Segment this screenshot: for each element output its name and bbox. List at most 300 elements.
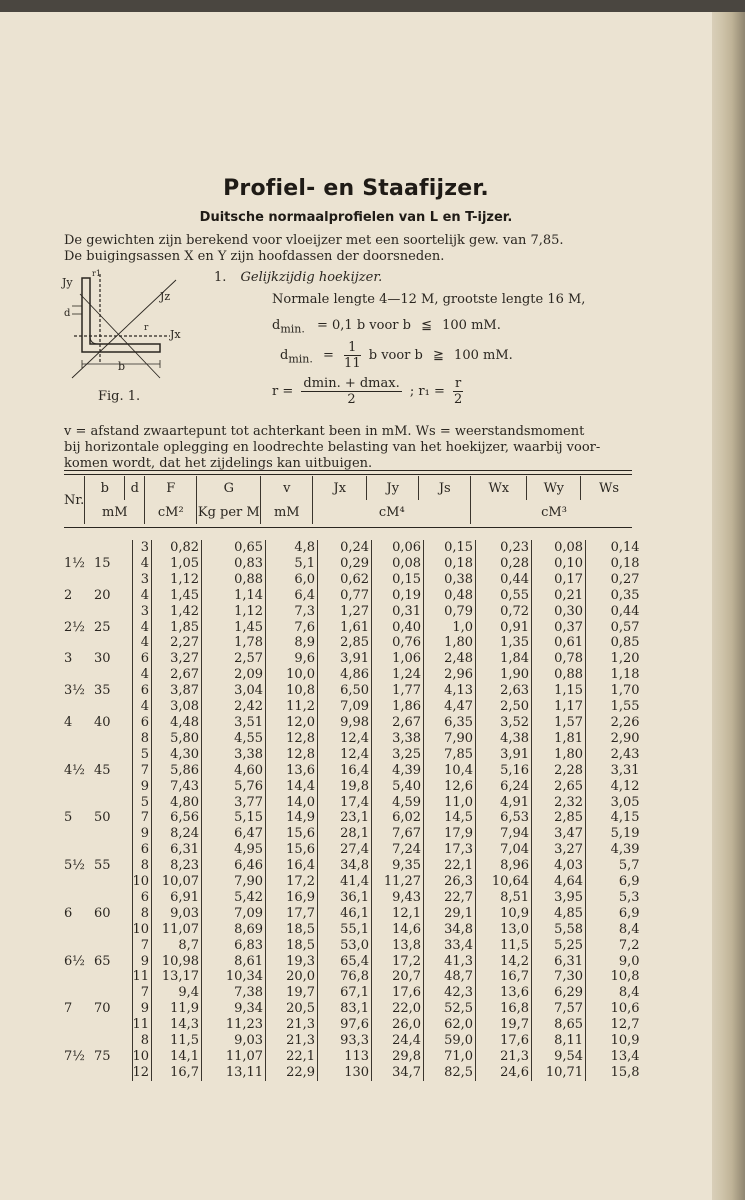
cell-d: 7 bbox=[132, 763, 152, 779]
header-G: G bbox=[197, 476, 261, 500]
cell-d: 4 bbox=[132, 620, 152, 636]
cell-b bbox=[94, 604, 132, 620]
cell-Ws: 0,35 bbox=[586, 588, 642, 604]
cell-Wy: 2,28 bbox=[532, 763, 586, 779]
cell-d: 8 bbox=[132, 858, 152, 874]
cell-Ws: 3,31 bbox=[586, 763, 642, 779]
cell-nr: 2½ bbox=[64, 619, 85, 635]
cell-Jy: 17,6 bbox=[372, 985, 424, 1001]
cell-v: 14,9 bbox=[266, 810, 318, 826]
cell-v: 21,3 bbox=[266, 1017, 318, 1033]
cell-Wy: 7,30 bbox=[532, 969, 586, 985]
cell-v: 18,5 bbox=[266, 938, 318, 954]
cell-Jy: 7,67 bbox=[372, 826, 424, 842]
table-row bbox=[64, 922, 642, 938]
cell-nr: 5 bbox=[64, 810, 73, 826]
cell-v: 15,6 bbox=[266, 826, 318, 842]
f3-num: dmin. + dmax. bbox=[303, 376, 400, 391]
cell-Jy: 20,7 bbox=[372, 969, 424, 985]
cell-Jx: 36,1 bbox=[318, 890, 372, 906]
header-d: d bbox=[125, 476, 145, 500]
cell-Js: 22,7 bbox=[424, 890, 476, 906]
cell-Wy: 0,08 bbox=[532, 540, 586, 556]
angle-profile-figure bbox=[60, 266, 190, 390]
cell-d: 7 bbox=[132, 985, 152, 1001]
cell-Wy: 3,95 bbox=[532, 890, 586, 906]
cell-G: 6,83 bbox=[202, 938, 266, 954]
cell-G: 1,78 bbox=[202, 635, 266, 651]
cell-nr bbox=[64, 826, 94, 842]
cell-Wy: 5,58 bbox=[532, 922, 586, 938]
intro-line-1: De gewichten zijn berekend voor vloeijzer met een soortelijk gew. van 7,85. bbox=[64, 233, 564, 248]
table-row bbox=[64, 588, 642, 604]
cell-nr: 3½ bbox=[64, 683, 85, 699]
cell-Jy: 4,59 bbox=[372, 795, 424, 811]
cell-v: 11,2 bbox=[266, 699, 318, 715]
cell-F: 1,12 bbox=[152, 572, 202, 588]
note-line-1: v = afstand zwaartepunt tot achterkant been in mM. Ws = weerstandsmoment bbox=[64, 424, 585, 439]
definitions-note bbox=[64, 424, 644, 472]
cell-Wx: 3,91 bbox=[476, 747, 532, 763]
cell-d: 8 bbox=[132, 731, 152, 747]
cell-Jx: 27,4 bbox=[318, 842, 372, 858]
header-v: v bbox=[261, 476, 313, 500]
cell-Jy: 22,0 bbox=[372, 1001, 424, 1017]
unit-bd: mM bbox=[85, 500, 145, 524]
section-number: 1. bbox=[214, 270, 227, 285]
cell-Wy: 3,27 bbox=[532, 842, 586, 858]
f1-sub: min. bbox=[280, 322, 305, 336]
cell-b bbox=[94, 667, 132, 683]
cell-v: 6,4 bbox=[266, 588, 318, 604]
cell-G: 9,34 bbox=[202, 1001, 266, 1017]
cell-G: 11,23 bbox=[202, 1017, 266, 1033]
cell-G: 2,57 bbox=[202, 651, 266, 667]
cell-Js: 7,85 bbox=[424, 747, 476, 763]
page-subtitle: Duitsche normaalprofielen van L en T-ijzer. bbox=[199, 210, 513, 225]
cell-nr: 7½ bbox=[64, 1049, 85, 1064]
cell-v: 10,0 bbox=[266, 667, 318, 683]
cell-d: 3 bbox=[132, 572, 152, 588]
table-row bbox=[64, 810, 642, 826]
cell-b bbox=[94, 890, 132, 906]
note-line-2: bij horizontale oplegging en loodrechte belasting van het hoekijzer, waarbij voor- bbox=[64, 440, 601, 455]
cell-F: 6,91 bbox=[152, 890, 202, 906]
cell-F: 0,82 bbox=[152, 540, 202, 556]
cell-Wx: 13,6 bbox=[476, 985, 532, 1001]
cell-F: 9,03 bbox=[152, 906, 202, 922]
cell-Jx: 1,27 bbox=[318, 604, 372, 620]
cell-Ws: 9,0 bbox=[586, 954, 642, 970]
cell-Wx: 2,50 bbox=[476, 699, 532, 715]
cell-d: 8 bbox=[132, 906, 152, 922]
cell-F: 14,3 bbox=[152, 1017, 202, 1033]
cell-b bbox=[94, 826, 132, 842]
cell-d: 7 bbox=[132, 810, 152, 826]
cell-G: 3,38 bbox=[202, 747, 266, 763]
cell-Wx: 16,7 bbox=[476, 969, 532, 985]
cell-Wx: 8,51 bbox=[476, 890, 532, 906]
cell-F: 7,43 bbox=[152, 779, 202, 795]
cell-Wx: 1,35 bbox=[476, 635, 532, 651]
cell-nr: 2 bbox=[64, 587, 73, 603]
cell-nr: 4½ bbox=[64, 762, 85, 778]
cell-Wy: 2,65 bbox=[532, 779, 586, 795]
cell-Wx: 1,90 bbox=[476, 667, 532, 683]
cell-d: 10 bbox=[132, 922, 152, 938]
cell-nr bbox=[64, 890, 94, 906]
f2-sub: min. bbox=[288, 352, 313, 366]
cell-Ws: 4,39 bbox=[586, 842, 642, 858]
cell-d: 4 bbox=[132, 588, 152, 604]
cell-Ws: 15,8 bbox=[586, 1065, 642, 1081]
cell-Wx: 19,7 bbox=[476, 1017, 532, 1033]
cell-v: 17,2 bbox=[266, 874, 318, 890]
cell-Jx: 67,1 bbox=[318, 985, 372, 1001]
unit-v: mM bbox=[261, 500, 313, 524]
cell-Js: 1,0 bbox=[424, 620, 476, 636]
header-Js: Js bbox=[419, 476, 471, 500]
cell-Wx: 24,6 bbox=[476, 1065, 532, 1081]
cell-v: 13,6 bbox=[266, 763, 318, 779]
cell-Wy: 4,03 bbox=[532, 858, 586, 874]
cell-d: 4 bbox=[132, 635, 152, 651]
fig-label-r: r bbox=[144, 323, 149, 333]
cell-b bbox=[94, 1065, 132, 1081]
cell-Js: 4,47 bbox=[424, 699, 476, 715]
cell-Wx: 10,9 bbox=[476, 906, 532, 922]
table-row bbox=[64, 1033, 642, 1049]
cell-Jx: 34,8 bbox=[318, 858, 372, 874]
cell-G: 5,42 bbox=[202, 890, 266, 906]
cell-d: 6 bbox=[132, 842, 152, 858]
cell-b bbox=[94, 985, 132, 1001]
table-row bbox=[64, 1049, 642, 1065]
cell-Jy: 9,43 bbox=[372, 890, 424, 906]
cell-Jx: 0,24 bbox=[318, 540, 372, 556]
f3-lhs: r = bbox=[272, 384, 294, 399]
cell-b: 55 bbox=[94, 858, 111, 874]
f1-tail: 100 mM. bbox=[442, 318, 501, 333]
cell-Jx: 83,1 bbox=[318, 1001, 372, 1017]
cell-Ws: 4,12 bbox=[586, 779, 642, 795]
cell-Jy: 0,08 bbox=[372, 556, 424, 572]
table-row bbox=[64, 1065, 642, 1081]
cell-Js: 0,38 bbox=[424, 572, 476, 588]
cell-Ws: 5,3 bbox=[586, 890, 642, 906]
cell-v: 4,8 bbox=[266, 540, 318, 556]
table-row bbox=[64, 540, 642, 556]
table-top-rule-2 bbox=[64, 474, 632, 475]
fig-label-jy: Jy bbox=[62, 276, 73, 289]
cell-Jx: 4,86 bbox=[318, 667, 372, 683]
cell-F: 8,24 bbox=[152, 826, 202, 842]
cell-F: 10,07 bbox=[152, 874, 202, 890]
cell-Jy: 3,25 bbox=[372, 747, 424, 763]
cell-Wy: 0,88 bbox=[532, 667, 586, 683]
cell-Js: 82,5 bbox=[424, 1065, 476, 1081]
cell-Wx: 8,96 bbox=[476, 858, 532, 874]
cell-Js: 33,4 bbox=[424, 938, 476, 954]
table-row bbox=[64, 906, 642, 922]
cell-G: 1,12 bbox=[202, 604, 266, 620]
cell-Ws: 1,70 bbox=[586, 683, 642, 699]
f2-rel: ≧ bbox=[433, 348, 444, 363]
cell-Ws: 1,18 bbox=[586, 667, 642, 683]
cell-nr: 5½ bbox=[64, 858, 85, 874]
cell-Jy: 26,0 bbox=[372, 1017, 424, 1033]
cell-G: 10,34 bbox=[202, 969, 266, 985]
cell-F: 11,07 bbox=[152, 922, 202, 938]
cell-Js: 52,5 bbox=[424, 1001, 476, 1017]
cell-Jx: 55,1 bbox=[318, 922, 372, 938]
cell-Jy: 0,76 bbox=[372, 635, 424, 651]
cell-Wy: 2,85 bbox=[532, 810, 586, 826]
cell-Js: 2,96 bbox=[424, 667, 476, 683]
cell-Ws: 0,27 bbox=[586, 572, 642, 588]
cell-nr bbox=[64, 985, 94, 1001]
cell-d: 9 bbox=[132, 826, 152, 842]
cell-G: 8,69 bbox=[202, 922, 266, 938]
fig-label-b: b bbox=[118, 360, 126, 373]
cell-nr bbox=[64, 922, 94, 938]
cell-F: 1,45 bbox=[152, 588, 202, 604]
cell-F: 6,31 bbox=[152, 842, 202, 858]
cell-Wx: 5,16 bbox=[476, 763, 532, 779]
cell-F: 6,56 bbox=[152, 810, 202, 826]
cell-nr bbox=[64, 842, 94, 858]
cell-Ws: 0,14 bbox=[586, 540, 642, 556]
cell-b bbox=[94, 699, 132, 715]
cell-Jx: 19,8 bbox=[318, 779, 372, 795]
cell-nr: 6 bbox=[64, 905, 73, 921]
cell-d: 9 bbox=[132, 954, 152, 970]
cell-d: 10 bbox=[132, 1049, 152, 1065]
cell-Js: 11,0 bbox=[424, 795, 476, 811]
cell-v: 10,8 bbox=[266, 683, 318, 699]
cell-G: 2,42 bbox=[202, 699, 266, 715]
cell-F: 3,87 bbox=[152, 683, 202, 699]
cell-Wy: 4,85 bbox=[532, 906, 586, 922]
cell-F: 1,05 bbox=[152, 556, 202, 572]
cell-Ws: 2,43 bbox=[586, 747, 642, 763]
cell-b bbox=[94, 1017, 132, 1033]
cell-Jy: 0,06 bbox=[372, 540, 424, 556]
cell-b bbox=[94, 747, 132, 763]
fig-label-jx: Jx bbox=[170, 328, 181, 341]
cell-nr: 6½ bbox=[64, 953, 85, 969]
cell-Ws: 6,9 bbox=[586, 874, 642, 890]
cell-Jx: 113 bbox=[318, 1049, 372, 1065]
cell-d: 6 bbox=[132, 890, 152, 906]
cell-Ws: 0,57 bbox=[586, 620, 642, 636]
cell-Wx: 4,38 bbox=[476, 731, 532, 747]
table-row bbox=[64, 938, 642, 954]
table-row bbox=[64, 826, 642, 842]
cell-Jy: 1,24 bbox=[372, 667, 424, 683]
cell-Wx: 0,55 bbox=[476, 588, 532, 604]
cell-Wx: 0,72 bbox=[476, 604, 532, 620]
f2-rhs: b voor b bbox=[368, 348, 423, 363]
table-row bbox=[64, 572, 642, 588]
cell-Jx: 23,1 bbox=[318, 810, 372, 826]
cell-Wy: 8,11 bbox=[532, 1033, 586, 1049]
cell-Js: 0,18 bbox=[424, 556, 476, 572]
cell-v: 19,3 bbox=[266, 954, 318, 970]
cell-b: 50 bbox=[94, 810, 111, 826]
cell-v: 22,9 bbox=[266, 1065, 318, 1081]
cell-Wy: 6,29 bbox=[532, 985, 586, 1001]
cell-Ws: 5,19 bbox=[586, 826, 642, 842]
cell-nr bbox=[64, 969, 94, 985]
cell-Wx: 21,3 bbox=[476, 1049, 532, 1065]
cell-Wy: 0,21 bbox=[532, 588, 586, 604]
fig-label-d: d bbox=[64, 308, 71, 319]
cell-b bbox=[94, 779, 132, 795]
cell-v: 7,3 bbox=[266, 604, 318, 620]
cell-d: 6 bbox=[132, 651, 152, 667]
cell-G: 3,51 bbox=[202, 715, 266, 731]
cell-Ws: 7,2 bbox=[586, 938, 642, 954]
table-row bbox=[64, 731, 642, 747]
cell-Jy: 29,8 bbox=[372, 1049, 424, 1065]
cell-Ws: 1,20 bbox=[586, 651, 642, 667]
f2-tail: 100 mM. bbox=[454, 348, 513, 363]
cell-Jx: 0,77 bbox=[318, 588, 372, 604]
cell-F: 1,42 bbox=[152, 604, 202, 620]
cell-nr: 3 bbox=[64, 651, 73, 667]
formula-dmin-2 bbox=[280, 340, 513, 371]
cell-F: 11,5 bbox=[152, 1033, 202, 1049]
cell-G: 7,09 bbox=[202, 906, 266, 922]
cell-F: 5,80 bbox=[152, 731, 202, 747]
cell-Jy: 5,40 bbox=[372, 779, 424, 795]
cell-nr bbox=[64, 938, 94, 954]
cell-Js: 0,15 bbox=[424, 540, 476, 556]
cell-Wy: 0,17 bbox=[532, 572, 586, 588]
cell-Wy: 10,71 bbox=[532, 1065, 586, 1081]
cell-nr bbox=[64, 779, 94, 795]
cell-Wy: 0,78 bbox=[532, 651, 586, 667]
table-row bbox=[64, 620, 642, 636]
intro-text bbox=[64, 232, 644, 266]
cell-Wy: 3,47 bbox=[532, 826, 586, 842]
cell-G: 3,04 bbox=[202, 683, 266, 699]
cell-d: 8 bbox=[132, 1033, 152, 1049]
cell-Wx: 10,64 bbox=[476, 874, 532, 890]
cell-Ws: 4,15 bbox=[586, 810, 642, 826]
table-header-rule bbox=[64, 527, 632, 528]
table-row bbox=[64, 842, 642, 858]
cell-G: 5,76 bbox=[202, 779, 266, 795]
f3-den2: 2 bbox=[453, 392, 463, 407]
cell-Jy: 24,4 bbox=[372, 1033, 424, 1049]
cell-Jy: 14,6 bbox=[372, 922, 424, 938]
cell-Ws: 13,4 bbox=[586, 1049, 642, 1065]
cell-nr bbox=[64, 747, 94, 763]
page-title: Profiel- en Staafijzer. bbox=[223, 176, 489, 201]
f2-eq: = bbox=[323, 348, 334, 363]
cell-nr bbox=[64, 667, 94, 683]
cell-Jx: 0,62 bbox=[318, 572, 372, 588]
cell-b: 70 bbox=[94, 1001, 111, 1017]
table-row bbox=[64, 683, 642, 699]
cell-Jx: 41,4 bbox=[318, 874, 372, 890]
cell-d: 9 bbox=[132, 1001, 152, 1017]
cell-Wy: 7,57 bbox=[532, 1001, 586, 1017]
cell-v: 21,3 bbox=[266, 1033, 318, 1049]
cell-Jx: 65,4 bbox=[318, 954, 372, 970]
cell-Js: 59,0 bbox=[424, 1033, 476, 1049]
cell-d: 4 bbox=[132, 556, 152, 572]
cell-v: 17,7 bbox=[266, 906, 318, 922]
f1-rel: ≦ bbox=[421, 318, 432, 333]
header-Jx: Jx bbox=[313, 476, 367, 500]
cell-nr bbox=[64, 604, 94, 620]
cell-Jx: 6,50 bbox=[318, 683, 372, 699]
cell-Js: 6,35 bbox=[424, 715, 476, 731]
cell-Js: 62,0 bbox=[424, 1017, 476, 1033]
cell-v: 6,0 bbox=[266, 572, 318, 588]
cell-b: 30 bbox=[94, 651, 111, 667]
intro-line-2: De buigingsassen X en Y zijn hoofdassen der doorsneden. bbox=[64, 249, 445, 264]
cell-d: 10 bbox=[132, 874, 152, 890]
cell-Js: 0,79 bbox=[424, 604, 476, 620]
cell-b bbox=[94, 874, 132, 890]
cell-Jy: 1,86 bbox=[372, 699, 424, 715]
cell-G: 0,83 bbox=[202, 556, 266, 572]
cell-F: 14,1 bbox=[152, 1049, 202, 1065]
cell-d: 5 bbox=[132, 747, 152, 763]
cell-G: 9,03 bbox=[202, 1033, 266, 1049]
unit-W: cM³ bbox=[471, 500, 637, 524]
header-Wx: Wx bbox=[471, 476, 527, 500]
cell-d: 3 bbox=[132, 604, 152, 620]
cell-d: 12 bbox=[132, 1065, 152, 1081]
cell-Js: 71,0 bbox=[424, 1049, 476, 1065]
cell-Ws: 0,18 bbox=[586, 556, 642, 572]
cell-F: 8,7 bbox=[152, 938, 202, 954]
cell-d: 6 bbox=[132, 683, 152, 699]
cell-Wy: 8,65 bbox=[532, 1017, 586, 1033]
cell-nr bbox=[64, 731, 94, 747]
section-heading bbox=[214, 270, 382, 285]
cell-v: 16,9 bbox=[266, 890, 318, 906]
cell-b: 15 bbox=[94, 555, 111, 571]
header-Jy: Jy bbox=[367, 476, 419, 500]
table-header bbox=[64, 476, 637, 524]
cell-Jy: 0,31 bbox=[372, 604, 424, 620]
cell-Wy: 0,61 bbox=[532, 635, 586, 651]
cell-v: 12,8 bbox=[266, 747, 318, 763]
table-top-rule bbox=[64, 470, 632, 471]
cell-Wy: 1,57 bbox=[532, 715, 586, 731]
cell-Jy: 0,15 bbox=[372, 572, 424, 588]
cell-Jy: 4,39 bbox=[372, 763, 424, 779]
figure-caption: Fig. 1. bbox=[98, 389, 141, 404]
cell-Ws: 3,05 bbox=[586, 795, 642, 811]
header-Ws: Ws bbox=[581, 476, 637, 500]
cell-d: 4 bbox=[132, 699, 152, 715]
cell-Jy: 1,77 bbox=[372, 683, 424, 699]
cell-Wx: 0,44 bbox=[476, 572, 532, 588]
f1-lhs: d bbox=[272, 318, 281, 333]
cell-v: 8,9 bbox=[266, 635, 318, 651]
cell-Jy: 0,19 bbox=[372, 588, 424, 604]
cell-b: 25 bbox=[94, 619, 111, 635]
cell-Js: 22,1 bbox=[424, 858, 476, 874]
cell-G: 13,11 bbox=[202, 1065, 266, 1081]
